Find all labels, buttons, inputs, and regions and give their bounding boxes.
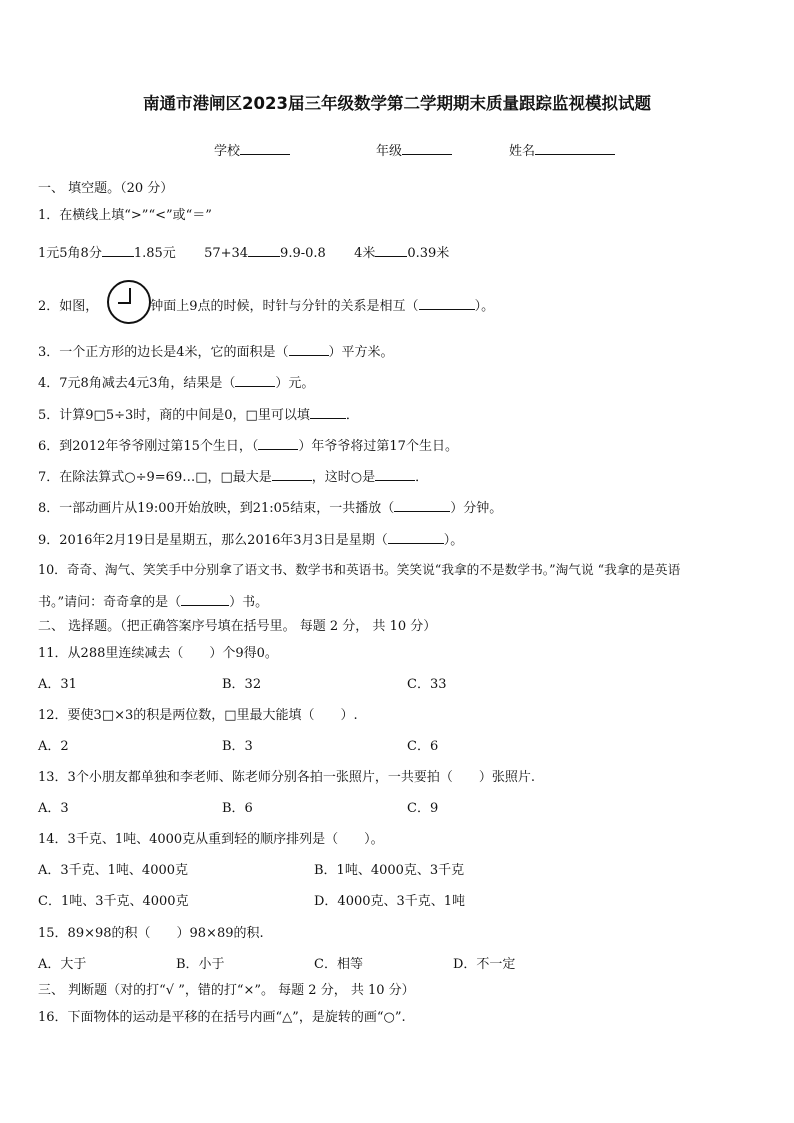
question-7 [38,467,428,487]
clock-icon [107,280,151,324]
q7-blank-1[interactable] [272,467,312,481]
q13-option-c[interactable]: C．9 [407,801,439,816]
question-1: 1．在横线上填“>”“<”或“＝” [38,208,212,223]
q14-option-d[interactable]: D．4000克、3千克、1吨 [314,894,466,909]
q15-option-c[interactable]: C．相等 [314,957,363,972]
question-10-line-2 [38,592,268,612]
school-label: 学校 [214,144,241,159]
name-input-line[interactable] [535,140,615,155]
q9-blank[interactable] [388,530,444,544]
q7-end: ． [415,470,429,485]
q5-before: 5．计算9□5÷3时，商的中间是0，□里可以填 [38,408,310,423]
q1-b-left: 57+34 [204,246,249,261]
grade-field [376,140,452,159]
q12-option-a[interactable]: A．2 [38,739,69,754]
q1-c-blank[interactable] [375,243,407,257]
section-judge-heading: 三、 判断题（对的打“√ ”，错的打“×”。 每题 2 分， 共 10 分） [38,983,415,998]
q15-option-d[interactable]: D．不一定 [453,957,516,972]
school-field [214,140,290,159]
q15-option-b[interactable]: B．小于 [176,957,225,972]
q1-c-right: 0.39米 [407,246,450,261]
q15-option-a[interactable]: A．大于 [38,957,87,972]
q14-option-c[interactable]: C．1吨、3千克、4000克 [38,894,189,909]
q5-end: ． [345,408,359,423]
school-input-line[interactable] [240,140,290,155]
q13-option-b[interactable]: B．6 [222,801,253,816]
q6-before: 6．到2012年爷爷刚过第15个生日，（ [38,439,259,454]
q7-blank-2[interactable] [375,467,415,481]
section-fill-heading: 一、 填空题。（20 分） [38,181,174,196]
question-15: 15．89×98的积（ ）98×89的积. [38,926,264,941]
question-9 [38,530,463,550]
q1-a-right: 1.85元 [133,246,176,261]
q5-blank[interactable] [310,405,346,419]
q12-option-b[interactable]: B．3 [222,739,253,754]
q8-end: ）分钟。 [450,501,503,516]
q3-end: ）平方米。 [328,345,394,360]
question-12: 12．要使3□×3的积是两位数，□里最大能填（ ）. [38,708,358,723]
q1-a-left: 1元5角8分 [38,246,102,261]
question-4 [38,373,314,393]
q3-before: 3．一个正方形的边长是4米，它的面积是（ [38,345,289,360]
q12-option-c[interactable]: C．6 [407,739,439,754]
q3-blank[interactable] [289,342,329,356]
q1-a-blank[interactable] [102,243,134,257]
question-6 [38,436,458,456]
q2-after: 钟面上9点的时候，时针与分针的关系是相互（ [150,299,419,314]
q1-b-right: 9.9-0.8 [280,246,326,261]
q8-before: 8．一部动画片从19:00开始放映，到21:05结束，一共播放（ [38,501,395,516]
q9-before: 9．2016年2月19日是星期五，那么2016年3月3日是星期（ [38,533,388,548]
q14-option-a[interactable]: A．3千克、1吨、4000克 [38,863,189,878]
q11-option-c[interactable]: C．33 [407,677,447,692]
question-1-items [38,243,449,263]
question-13: 13．3个小朋友都单独和李老师、陈老师分别各拍一张照片，一共要拍（ ）张照片. [38,770,535,785]
section-choice-heading: 二、 选择题。（把正确答案序号填在括号里。 每题 2 分， 共 10 分） [38,619,437,634]
q8-blank[interactable] [394,498,450,512]
question-3 [38,342,394,362]
grade-input-line[interactable] [402,140,452,155]
q2-blank[interactable] [419,296,475,310]
q4-before: 4．7元8角减去4元3角，结果是（ [38,376,236,391]
q10-blank[interactable] [181,592,229,606]
q7-a: 7．在除法算式○÷9=69…□，□最大是 [38,470,272,485]
q2-end: ）。 [474,299,495,314]
question-11: 11．从288里连续减去（ ）个9得0。 [38,646,278,661]
q1-b-blank[interactable] [248,243,280,257]
q11-option-a[interactable]: A．31 [38,677,77,692]
hour-hand [118,302,130,304]
q6-end: ）年爷爷将过第17个生日。 [298,439,458,454]
q6-blank[interactable] [258,436,298,450]
q7-b: ，这时○是 [311,470,376,485]
name-field [509,140,615,159]
q9-end: ）。 [443,533,464,548]
question-14: 14．3千克、1吨、4000克从重到轻的顺序排列是（ ）。 [38,832,384,847]
q13-option-a[interactable]: A．3 [38,801,69,816]
q10-end: ）书。 [229,595,269,610]
name-label: 姓名 [509,144,536,159]
page-title: 南通市港闸区2023届三年级数学第二学期期末质量跟踪监视模拟试题 [143,94,651,113]
q4-end: ）元。 [275,376,315,391]
q11-option-b[interactable]: B．32 [222,677,262,692]
q14-option-b[interactable]: B．1吨、4000克、3千克 [314,863,465,878]
question-16: 16．下面物体的运动是平移的在括号内画“△”，是旋转的画“○”. [38,1010,406,1025]
grade-label: 年级 [376,144,403,159]
q10-before: 书。”请问：奇奇拿的是（ [38,595,182,610]
q4-blank[interactable] [235,373,275,387]
question-5 [38,405,359,425]
question-10-line-1: 10．奇奇、淘气、笑笑手中分别拿了语文书、数学书和英语书。笑笑说“我拿的不是数学书。”淘气说 “我拿的是英语 [38,562,681,577]
question-8 [38,498,502,518]
q2-before: 2．如图， [38,299,99,314]
q1-c-left: 4米 [354,246,376,261]
